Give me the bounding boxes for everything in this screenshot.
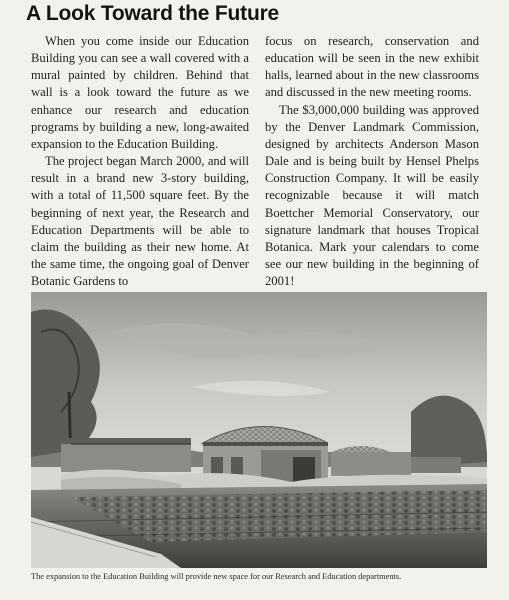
article-headline: A Look Toward the Future [26,2,280,25]
text-column-left [31,33,249,290]
article-paragraph: The project began March 2000, and will result in a brand new 3-story building, with a total of 11,500 square feet. By the beginning of next year, the Research and Education Departments will be able to claim the building as their new home. At the same time, the ongoing goal of Denver Botanic Gardens to [31,154,249,289]
article-paragraph: When you come inside our Education Building you can see a wall covered with a mural painted by children. Behind that wall is a look toward the future as we enhance our research and education programs by building a new, long-awaited expansion to the Education Building. [31,34,249,151]
building-rendering-illustration [31,292,487,568]
article-paragraph-continued: focus on research, conservation and education will be seen in the new exhibit halls, learned about in the new classrooms and discussed in the new meeting rooms. [265,34,479,100]
figure-caption: The expansion to the Education Building will provide new space for our Research and Education departments. [31,572,402,581]
article-paragraph: The $3,000,000 building was approved by the Denver Landmark Commission, designed by architects Anderson Mason Dale and is being built by Hensel Phelps Construction Company. It will be easily recognizable because it will match Boettcher Memorial Conservatory, our signature landmark that houses Tropical Botanica. Mark your calendars to come see our new building in the beginning of 2001! [265,102,479,289]
text-column-right [265,33,479,290]
rendering-drawing [31,292,487,568]
